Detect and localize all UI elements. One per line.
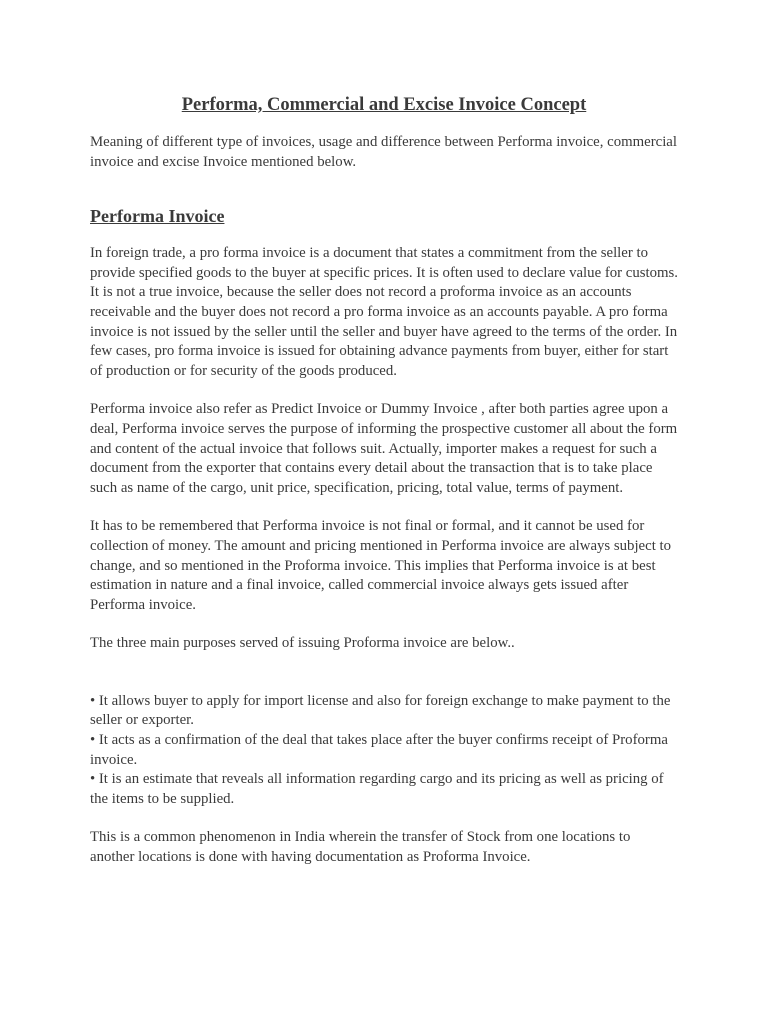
intro-paragraph: Meaning of different type of invoices, usage and difference between Performa invoice, commercial invoice and excise Invoice mentioned below. [90,134,677,170]
document-page [90,94,678,887]
list-item: • It allows buyer to apply for import license and also for foreign exchange to make payment to the seller or exporter. [90,692,671,729]
paragraph-definition: In foreign trade, a pro forma invoice is a document that states a commitment from the seller to provide specified goods to the buyer at specific prices. It is often used to declare value for customs. It is not a true invoice, because the seller does not record a proforma invoice as an accounts receivable and the buyer does not record a pro forma invoice as an accounts payable. A pro forma invoice is not issued by the seller until the seller and buyer have agreed to the terms of the order. In few cases, pro forma invoice is issued for obtaining advance payments from buyer, either for start of production or for security of the goods produced. [90,245,678,379]
closing-paragraph: This is a common phenomenon in India wherein the transfer of Stock from one locations to another locations is done with having documentation as Proforma Invoice. [90,829,631,866]
paragraph-not-final: It has to be remembered that Performa invoice is not final or formal, and it cannot be used for collection of money. The amount and pricing mentioned in Performa invoice are always subject to change, and so mentioned in the Proforma invoice. This implies that Performa invoice is at best estimation in nature and a final invoice, called commercial invoice always gets issued after Performa invoice. [90,518,672,613]
document-title: Performa, Commercial and Excise Invoice Concept [181,95,587,115]
list-item: • It is an estimate that reveals all information regarding cargo and its pricing as well as pricing of the items to be supplied. [90,771,664,807]
spacer [90,673,678,692]
paragraph-alias: Performa invoice also refer as Predict Invoice or Dummy Invoice , after both parties agree upon a deal, Performa invoice serves the purpose of informing the prospective customer all about the form and content of the actual invoice that follows suit. Actually, importer makes a request for such a document from the exporter that contains every detail about the transaction that is to take place such as name of the cargo, unit price, specification, pricing, total value, terms of payment. [90,401,678,496]
list-item: • It acts as a confirmation of the deal that takes place after the buyer confirms receipt of Proforma invoice. [90,732,668,768]
paragraph-purposes-intro: The three main purposes served of issuing Proforma invoice are below.. [90,635,515,652]
purposes-list [90,692,678,810]
section-heading-performa-invoice: Performa Invoice [90,206,225,227]
